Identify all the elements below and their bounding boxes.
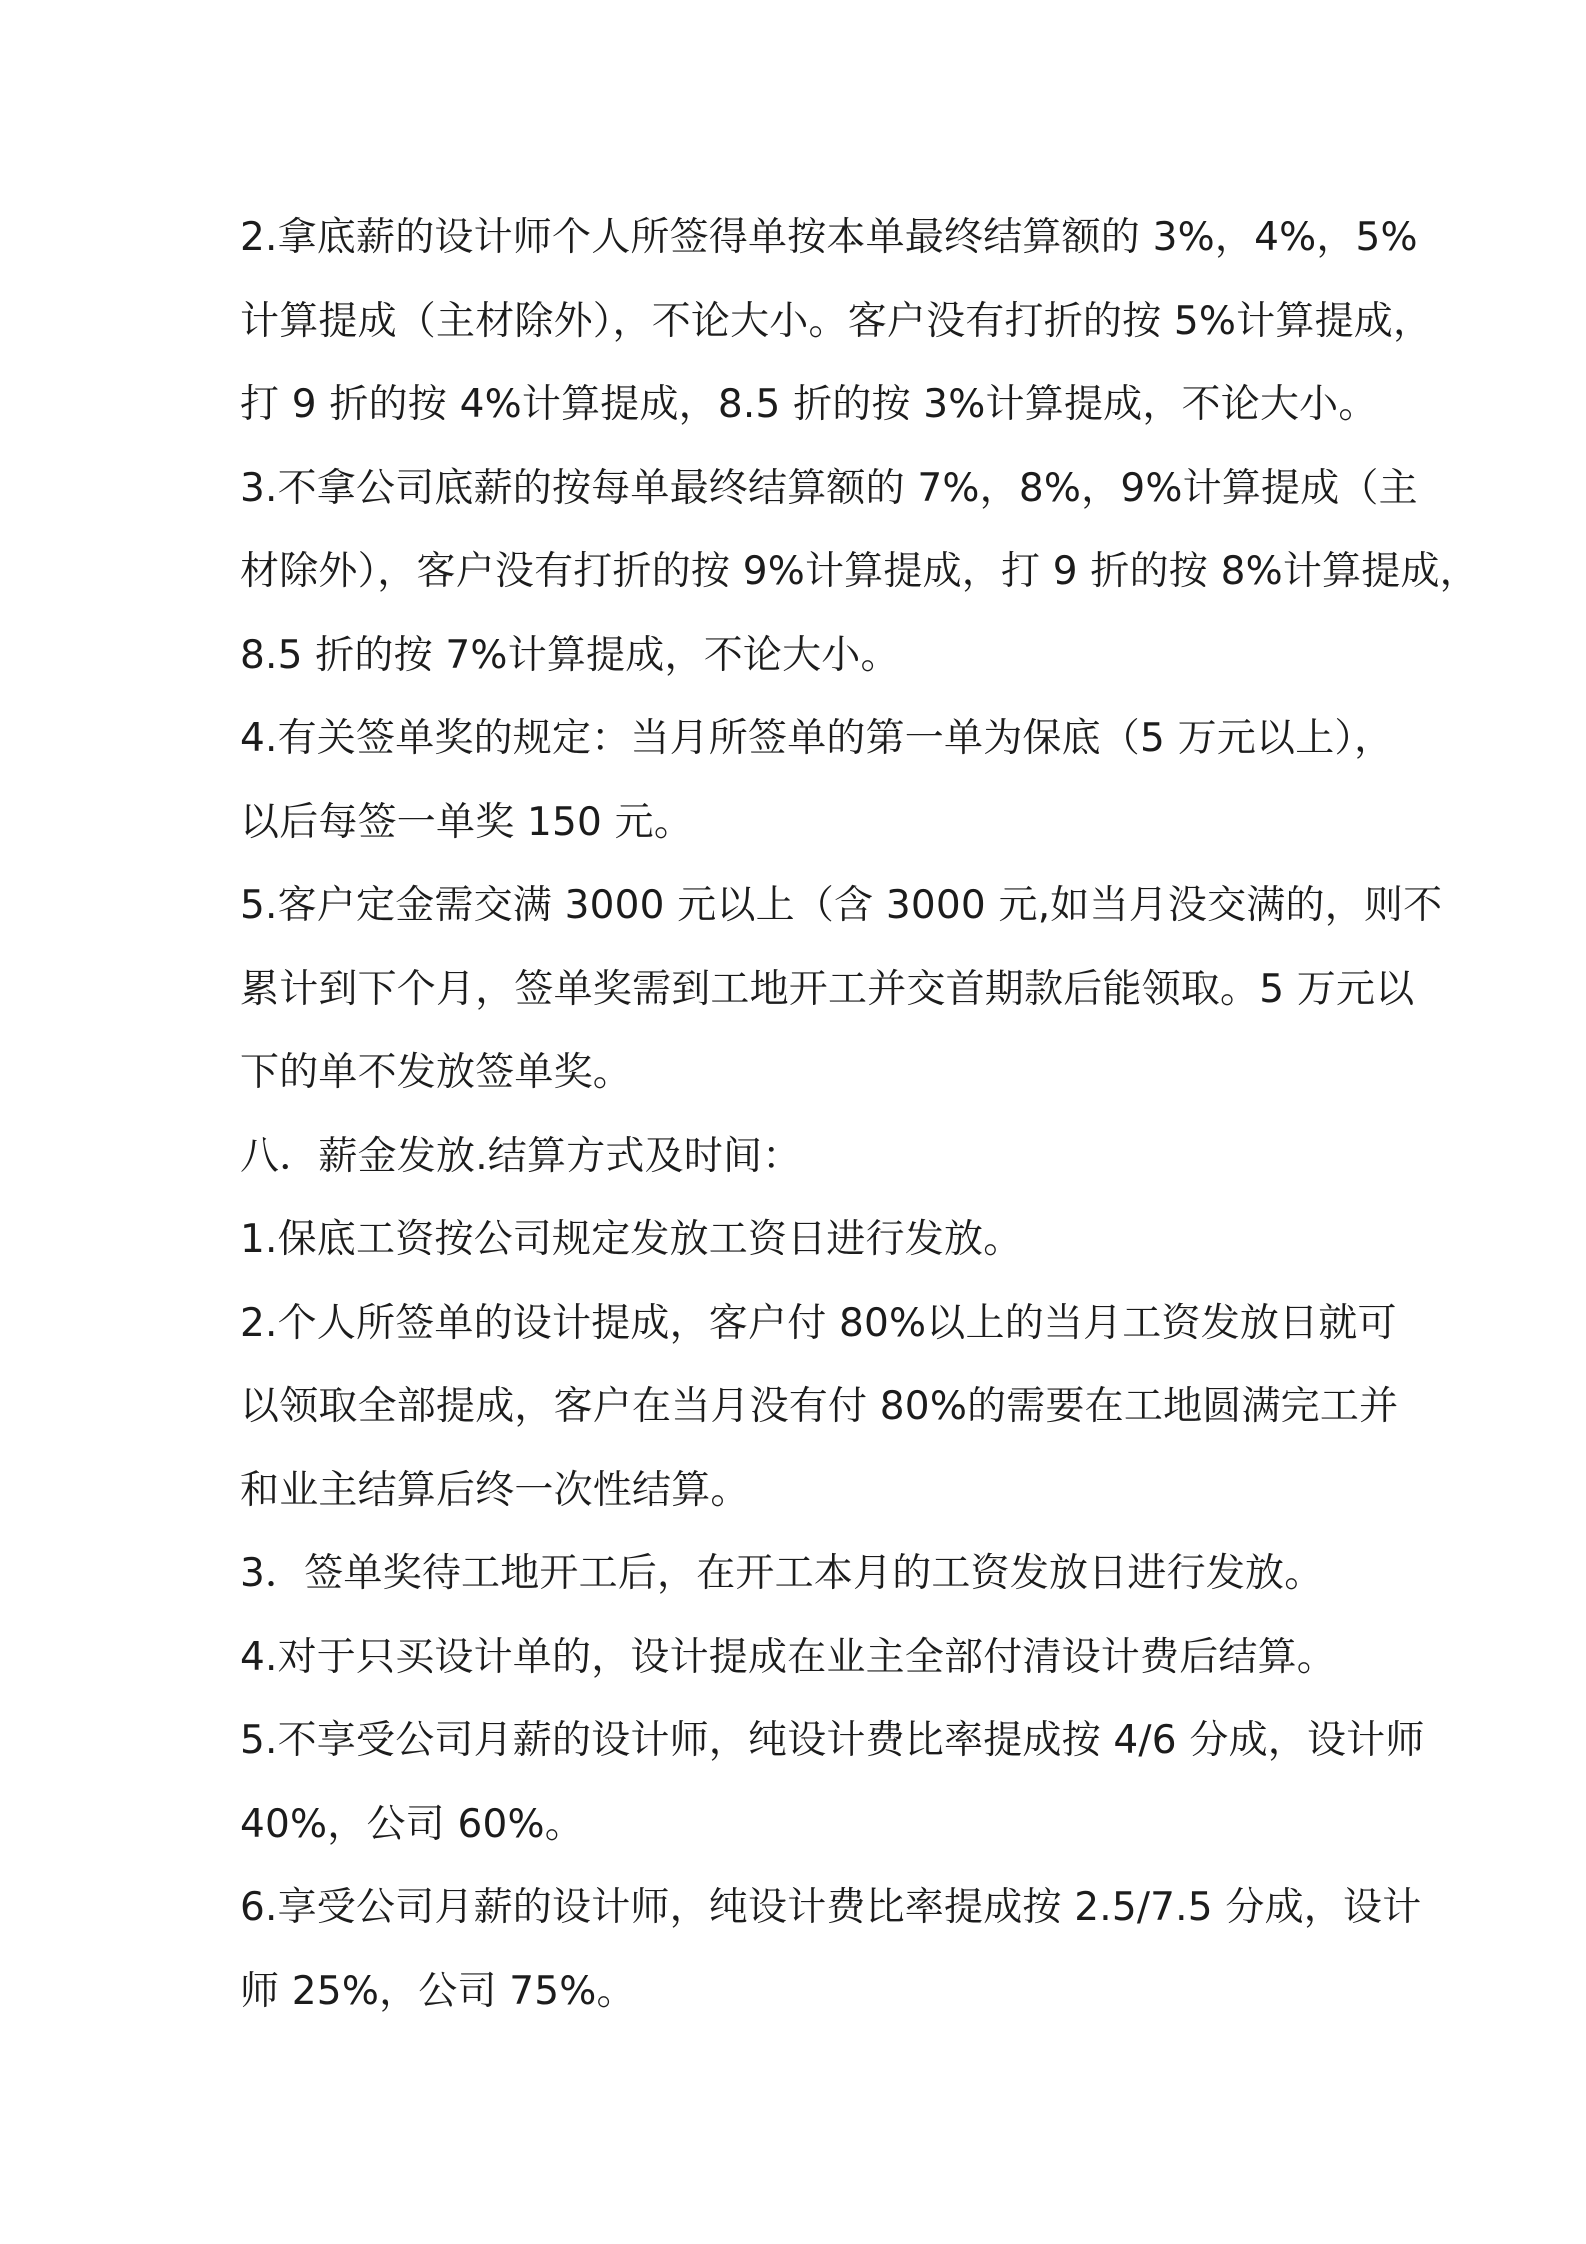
text-line: 师 25%，公司 75%。 bbox=[240, 1968, 636, 2014]
text-line: 材除外），客户没有打折的按 9%计算提成，打 9 折的按 8%计算提成， bbox=[240, 549, 1479, 594]
document-body bbox=[240, 196, 1479, 2033]
text-line: 2.拿底薪的设计师个人所签得单按本单最终结算额的 3%，4%，5% bbox=[240, 215, 1418, 260]
text-line: 2.个人所签单的设计提成，客户付 80%以上的当月工资发放日就可 bbox=[240, 1300, 1397, 1346]
text-line: 计算提成（主材除外），不论大小。客户没有打折的按 5%计算提成， bbox=[240, 298, 1433, 344]
section-heading: 八．薪金发放.结算方式及时间： bbox=[240, 1133, 802, 1179]
text-line: 5.客户定金需交满 3000 元以上（含 3000 元,如当月没交满的，则不 bbox=[240, 883, 1443, 928]
text-line: 5.不享受公司月薪的设计师，纯设计费比率提成按 4/6 分成，设计师 bbox=[240, 1718, 1425, 1763]
text-line: 40%，公司 60%。 bbox=[240, 1801, 584, 1847]
text-line: 3.不拿公司底薪的按每单最终结算额的 7%，8%，9%计算提成（主 bbox=[240, 465, 1418, 511]
text-line: 3．签单奖待工地开工后，在开工本月的工资发放日进行发放。 bbox=[240, 1551, 1324, 1596]
text-line: 累计到下个月，签单奖需到工地开工并交首期款后能领取。5 万元以 bbox=[240, 966, 1415, 1012]
text-line: 和业主结算后终一次性结算。 bbox=[240, 1467, 750, 1513]
text-line: 以领取全部提成，客户在当月没有付 80%的需要在工地圆满完工并 bbox=[240, 1384, 1399, 1429]
text-line: 1.保底工资按公司规定发放工资日进行发放。 bbox=[240, 1217, 1023, 1262]
text-line: 6.享受公司月薪的设计师，纯设计费比率提成按 2.5/7.5 分成，设计 bbox=[240, 1885, 1422, 1930]
text-line: 4.有关签单奖的规定：当月所签单的第一单为保底（5 万元以上）， bbox=[240, 716, 1394, 761]
text-line: 下的单不发放签单奖。 bbox=[240, 1050, 633, 1095]
text-line: 以后每签一单奖 150 元。 bbox=[240, 799, 694, 845]
text-line: 8.5 折的按 7%计算提成，不论大小。 bbox=[240, 632, 900, 678]
text-line: 打 9 折的按 4%计算提成，8.5 折的按 3%计算提成，不论大小。 bbox=[240, 382, 1378, 427]
text-line: 4.对于只买设计单的，设计提成在业主全部付清设计费后结算。 bbox=[240, 1634, 1337, 1680]
